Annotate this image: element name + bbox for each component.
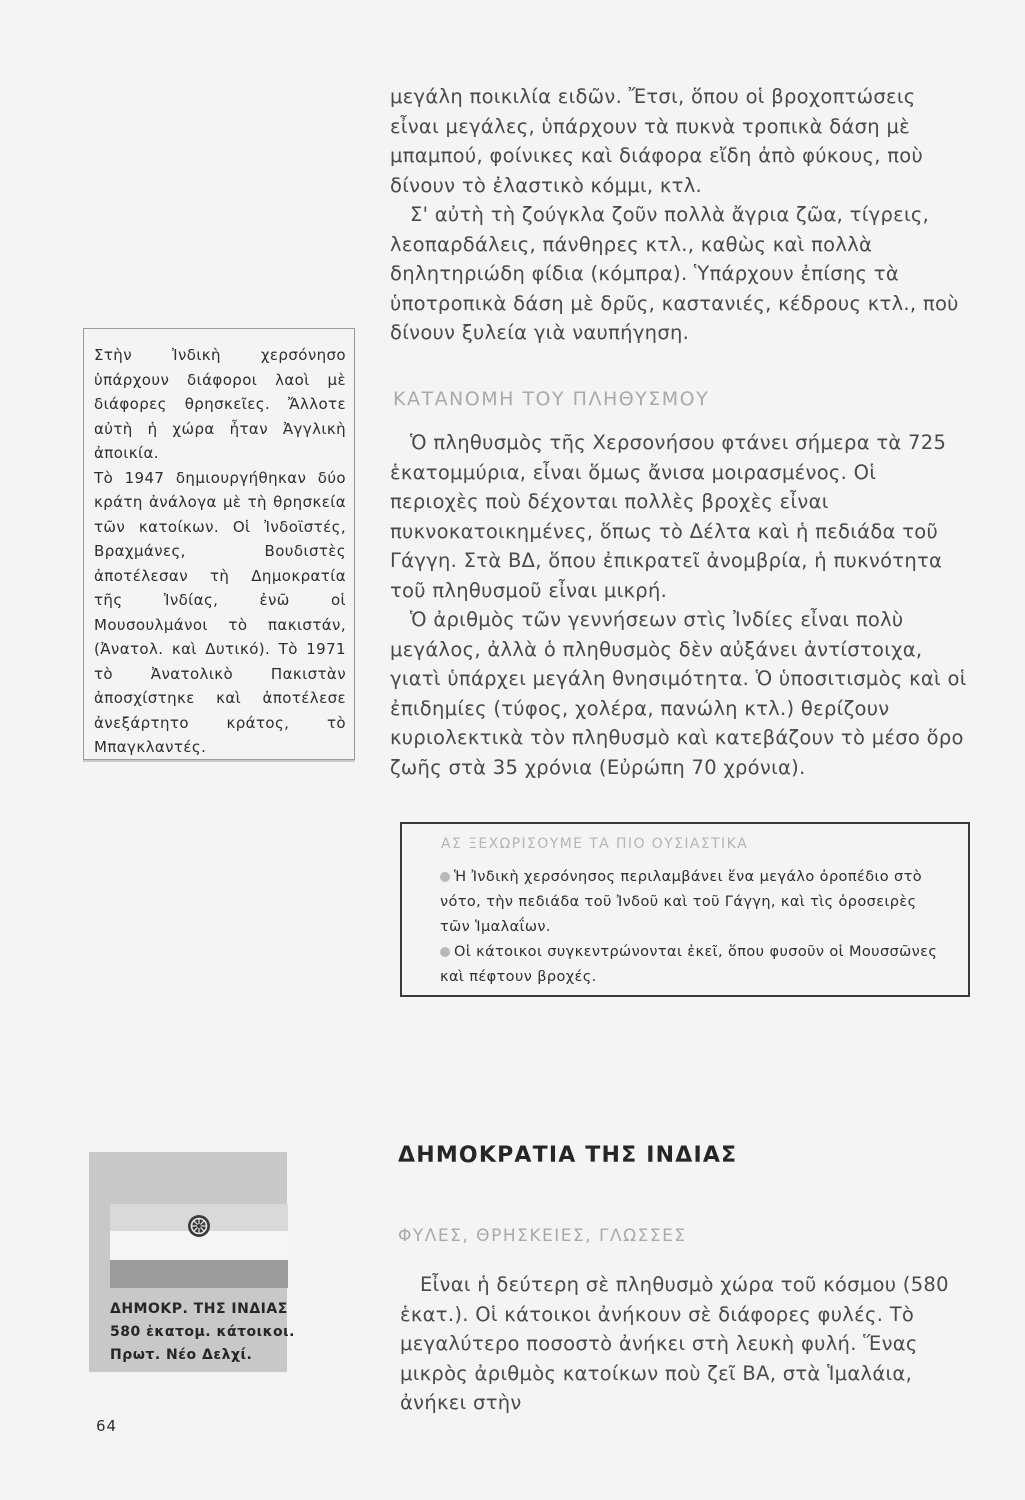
sidebar-note-text	[94, 343, 346, 760]
summary-point	[440, 865, 950, 940]
india-text-block	[400, 1270, 976, 1418]
summary-point-text: Ἡ Ἰνδικὴ χερσόνησος περιλαμβάνει ἕνα μεγάλο ὀροπέδιο στὸ νότο, τὴν πεδιάδα τοῦ Ἰνδοῦ καὶ τοῦ Γάγγη, καὶ τὶς ὀροσειρὲς τῶν Ἱμαλαΐων.	[440, 869, 923, 935]
summary-title: ΑΣ ΞΕΧΩΡΙΣΟΥΜΕ ΤΑ ΠΙΟ ΟΥΣΙΑΣΤΙΚΑ	[441, 836, 749, 852]
flag-stripe-bottom	[110, 1260, 288, 1288]
flag-caption-country: ΔΗΜΟΚΡ. ΤΗΣ ΙΝΔΙΑΣ	[110, 1301, 288, 1317]
flag-caption-population: 580 ἑκατομ. κάτοικοι.	[110, 1324, 295, 1340]
top-text-block	[390, 82, 968, 348]
bullet-icon	[440, 872, 450, 882]
sidebar-paragraph: Τὸ 1947 δημιουργήθηκαν δύο κράτη ἀνάλογα μὲ τὴ θρησκεία τῶν κατοίκων. Οἱ Ἰνδοϊστές, Βραχμάνες, Βουδιστὲς ἀποτέλεσαν τὴ Δημοκρατία τῆς Ἰνδίας, ἐνῶ οἱ Μουσουλμάνοι τὸ πακιστάν, (Ἀνατολ. καὶ Δυτικό). Τὸ 1971 τὸ Ἀνατολικὸ Πακιστὰν ἀποσχίστηκε καὶ ἀποτέλεσε ἀνεξάρτητο κράτος, τὸ Μπαγκλαντές.	[94, 468, 346, 756]
section-heading-races: ΦΥΛΕΣ, ΘΡΗΣΚΕΙΕΣ, ΓΛΩΣΣΕΣ	[398, 1226, 687, 1246]
main-heading-india: ΔΗΜΟΚΡΑΤΙΑ ΤΗΣ ΙΝΔΙΑΣ	[398, 1143, 738, 1168]
bullet-icon	[440, 947, 450, 957]
summary-point-text: Οἱ κάτοικοι συγκεντρώνονται ἐκεῖ, ὅπου φυσοῦν οἱ Μουσσῶνες καὶ πέφτουν βροχές.	[440, 944, 938, 985]
sidebar-paragraph: Στὴν Ἰνδικὴ χερσόνησο ὑπάρχουν διάφοροι λαοὶ μὲ διάφορες θρησκεῖες. Ἄλλοτε αὐτὴ ἡ χώρα ἦταν Ἀγγλικὴ ἀποικία.	[94, 346, 346, 462]
paragraph-india-population: Εἶναι ἡ δεύτερη σὲ πληθυσμὸ χώρα τοῦ κόσμου (580 ἑκατ.). Οἱ κάτοικοι ἀνήκουν σὲ διάφορες φυλές. Τὸ μεγαλύτερο ποσοστὸ ἀνήκει στὴ λευκὴ φυλή. Ἕνας μικρὸς ἀριθμὸς κατοίκων ποὺ ζεῖ ΒΑ, στὰ Ἱμαλάια, ἀνήκει στὴν	[400, 1273, 949, 1414]
flag-caption	[110, 1298, 295, 1367]
section-heading-population: ΚΑΤΑΝΟΜΗ ΤΟΥ ΠΛΗΘΥΣΜΟΥ	[393, 388, 710, 410]
paragraph-forests: μεγάλη ποικιλία ειδῶν. Ἔτσι, ὅπου οἱ βροχοπτώσεις εἶναι μεγάλες, ὑπάρχουν τὰ πυκνὰ τροπικὰ δάση μὲ μπαμπού, φοίνικες καὶ διάφορα εἴδη ἀπὸ φύκους, ποὺ δίνουν τὸ ἐλαστικὸ κόμμι, κτλ.	[390, 85, 924, 197]
ashoka-chakra-icon	[187, 1214, 211, 1238]
summary-list	[440, 865, 950, 990]
paragraph-population-distribution: Ὁ πληθυσμὸς τῆς Χερσονήσου φτάνει σήμερα τὰ 725 ἑκατομμύρια, εἶναι ὅμως ἄνισα μοιρασμένος. Οἱ περιοχὲς ποὺ δέχονται πολλὲς βροχὲς εἶναι πυκνοκατοικημένες, ὅπως τὸ Δέλτα καὶ ἡ πεδιάδα τοῦ Γάγγη. Στὰ ΒΔ, ὅπου ἐπικρατεῖ ἀνομβρία, ἡ πυκνότητα τοῦ πληθυσμοῦ εἶναι μικρή.	[390, 431, 947, 602]
flag-caption-capital: Πρωτ. Νέο Δελχί.	[110, 1347, 253, 1363]
india-flag-image	[110, 1204, 288, 1288]
sidebar-divider	[83, 760, 355, 762]
population-text-block	[390, 428, 968, 782]
page-number: 64	[96, 1417, 118, 1435]
paragraph-jungle-animals: Σ' αὐτὴ τὴ ζούγκλα ζοῦν πολλὰ ἄγρια ζῶα, τίγρεις, λεοπαρδάλεις, πάνθηρες κτλ., καθὼς καὶ πολλὰ δηλητηριώδη φίδια (κόμπρα). Ὑπάρχουν ἐπίσης τὰ ὑποτροπικὰ δάση μὲ δρῦς, καστανιές, κέδρους κτλ., ποὺ δίνουν ξυλεία γιὰ ναυπήγηση.	[390, 203, 959, 344]
summary-point	[440, 940, 950, 990]
paragraph-births-mortality: Ὁ ἀριθμὸς τῶν γεννήσεων στὶς Ἰνδίες εἶναι πολὺ μεγάλος, ἀλλὰ ὁ πληθυσμὸς δὲν αὐξάνει ἀντίστοιχα, γιατὶ ὑπάρχει μεγάλη θνησιμότητα. Ὁ ὑποσιτισμὸς καὶ οἱ ἐπιδημίες (τύφος, χολέρα, πανώλη κτλ.) θερίζουν κυριολεκτικὰ τὸν πληθυσμὸ καὶ κατεβάζουν τὸ μέσο ὅρο ζωῆς στὰ 35 χρόνια (Εὐρώπη 70 χρόνια).	[390, 608, 967, 779]
